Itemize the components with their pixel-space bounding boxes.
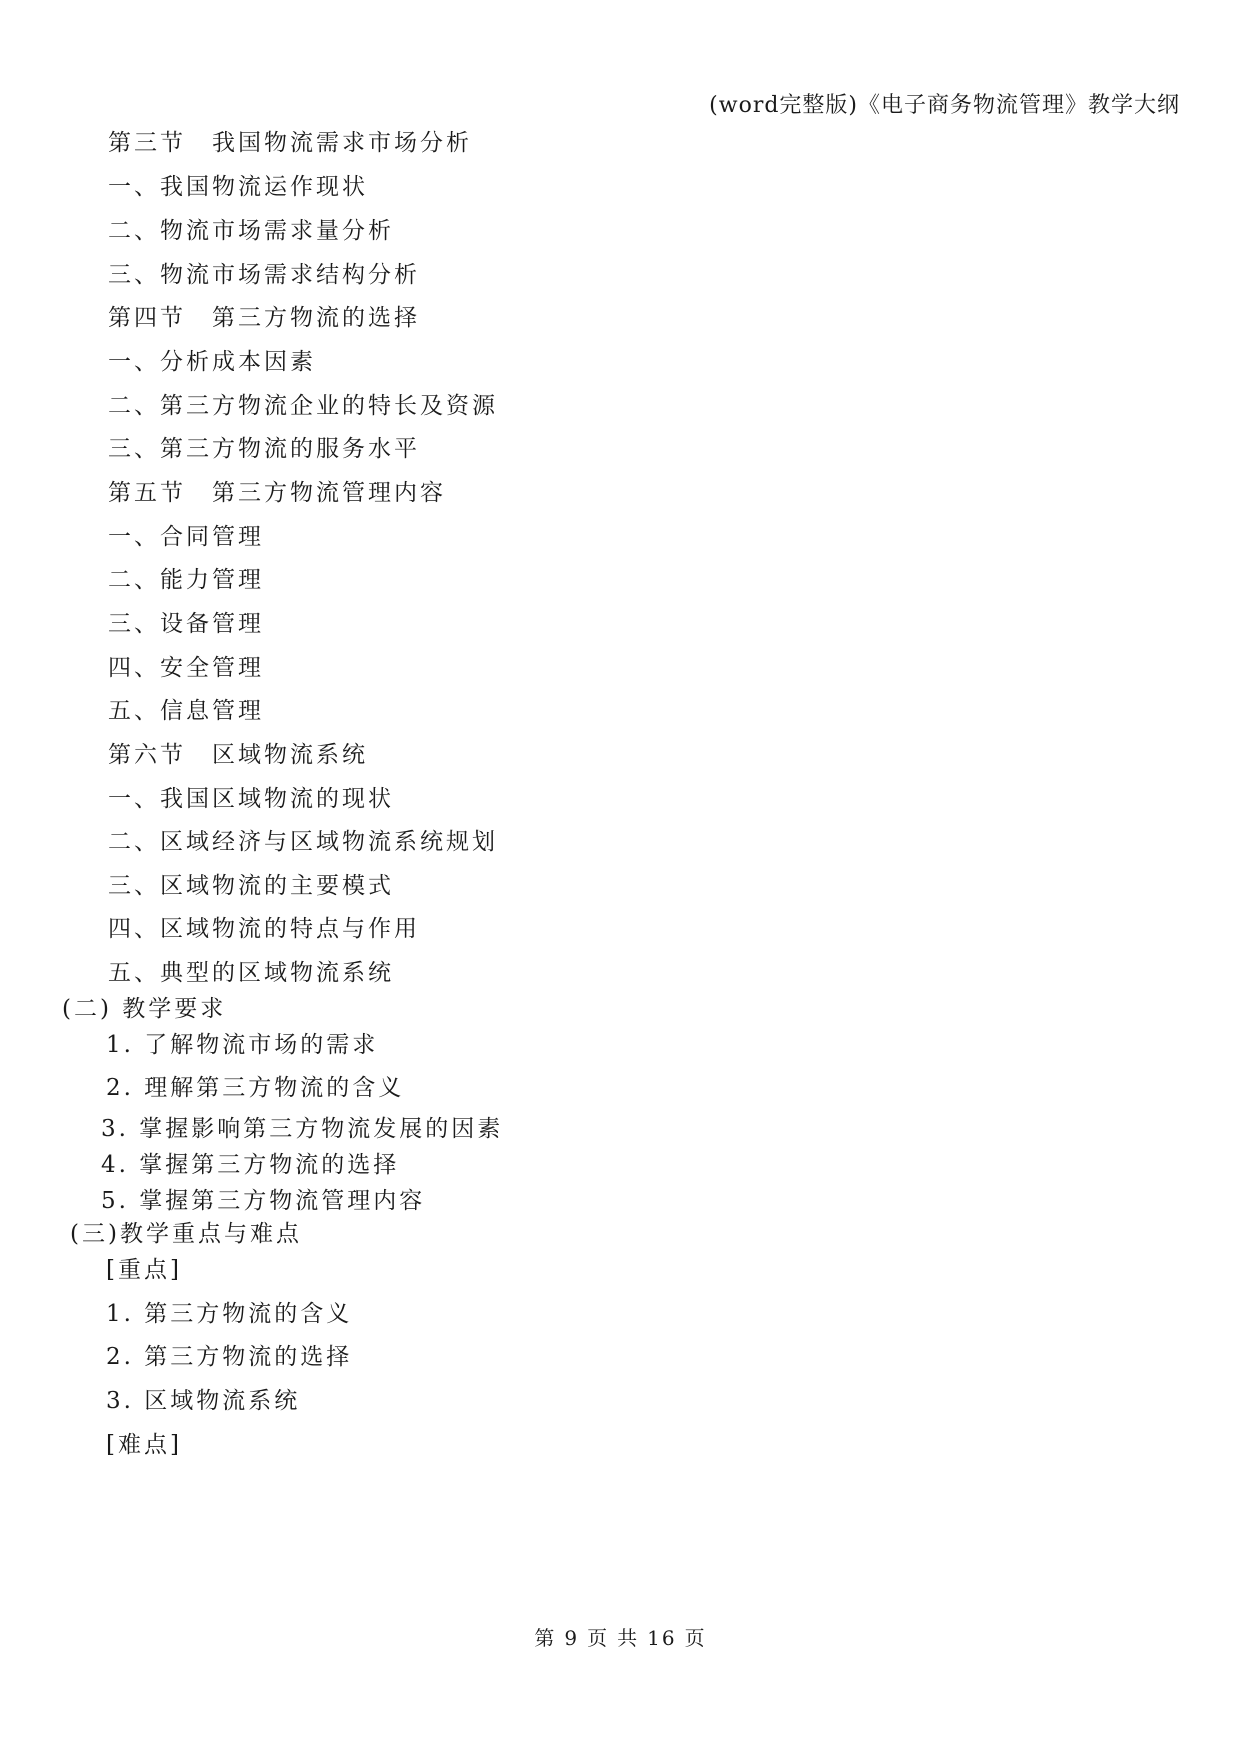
numbered-item: 4. 掌握第三方物流的选择: [101, 1152, 400, 1178]
list-item: 五、信息管理: [108, 698, 264, 724]
list-item: 一、我国物流运作现状: [108, 174, 368, 200]
list-item: 二、物流市场需求量分析: [108, 218, 394, 244]
difficulties-label: [难点]: [106, 1432, 182, 1458]
numbered-item: 3. 区域物流系统: [106, 1388, 301, 1414]
list-item: 四、安全管理: [108, 655, 264, 681]
key-points-label: [重点]: [106, 1257, 182, 1283]
footer-mid2: 共: [617, 1626, 640, 1650]
list-item: 三、区域物流的主要模式: [108, 873, 394, 899]
numbered-item: 3. 掌握影响第三方物流发展的因素: [101, 1116, 504, 1142]
footer-prefix: 第: [534, 1626, 557, 1650]
footer-suffix: 页: [684, 1626, 707, 1650]
numbered-item: 1. 第三方物流的含义: [106, 1301, 353, 1327]
subsection-heading: (三)教学重点与难点: [70, 1221, 302, 1247]
page-header-title: (word完整版)《电子商务物流管理》教学大纲: [709, 93, 1180, 118]
list-item: 三、第三方物流的服务水平: [108, 436, 420, 462]
section-heading: 第四节 第三方物流的选择: [108, 305, 420, 331]
list-item: 一、合同管理: [108, 524, 264, 550]
page-footer: [0, 1622, 1241, 1651]
numbered-item: 5. 掌握第三方物流管理内容: [101, 1188, 426, 1214]
list-item: 二、能力管理: [108, 567, 264, 593]
list-item: 三、物流市场需求结构分析: [108, 262, 420, 288]
page-number: 9: [564, 1626, 580, 1650]
list-item: 二、第三方物流企业的特长及资源: [108, 393, 498, 419]
page-total: 16: [647, 1626, 677, 1650]
list-item: 二、区域经济与区域物流系统规划: [108, 829, 498, 855]
footer-mid1: 页: [587, 1626, 610, 1650]
numbered-item: 2. 理解第三方物流的含义: [106, 1075, 405, 1101]
numbered-item: 2. 第三方物流的选择: [106, 1344, 353, 1370]
list-item: 一、分析成本因素: [108, 349, 316, 375]
numbered-item: 1. 了解物流市场的需求: [106, 1032, 379, 1058]
section-heading: 第六节 区域物流系统: [108, 742, 368, 768]
list-item: 五、典型的区域物流系统: [108, 960, 394, 986]
section-heading: 第三节 我国物流需求市场分析: [108, 130, 472, 156]
list-item: 一、我国区域物流的现状: [108, 786, 394, 812]
list-item: 四、区域物流的特点与作用: [108, 916, 420, 942]
list-item: 三、设备管理: [108, 611, 264, 637]
section-heading: 第五节 第三方物流管理内容: [108, 480, 446, 506]
subsection-heading: (二) 教学要求: [62, 996, 227, 1022]
